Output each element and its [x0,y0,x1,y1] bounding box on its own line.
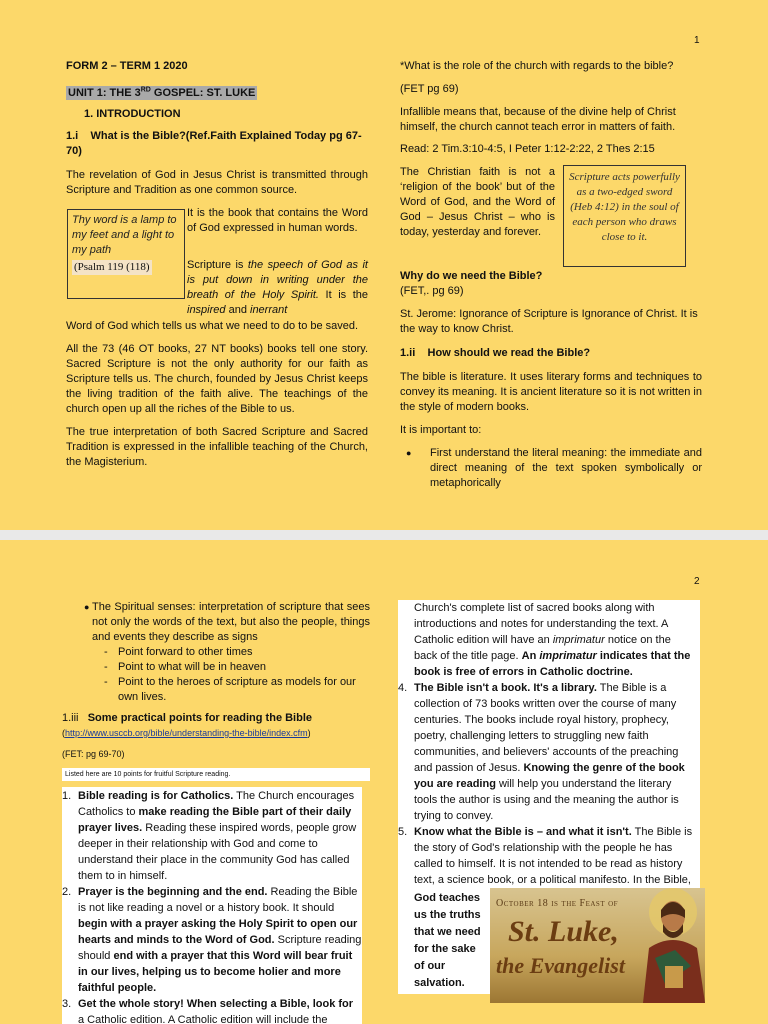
page2-left-column [62,600,370,1024]
infallible-definition: Infallible means that, because of the divine help of Christ himself, the church cannot teach error in matters of faith. [400,106,676,133]
numbered-points-left [62,787,362,1024]
christian-faith-paragraph: The Christian faith is not a ‘religion of the book’ but of the Word of God, and the Word of God – Jesus Christ – who is today, yesterday and forever. [400,166,555,238]
revelation-paragraph: The revelation of God in Jesus Christ is transmitted through Scripture and Tradition as one common source. [66,168,368,196]
evangelist-subtitle: the Evangelist [496,953,625,978]
bible-is-literature: The bible is literature. It uses literary forms and techniques to convey its meaning. It is ancient literature so it is not written in the style of modern books. [400,371,702,413]
st-luke-feast-image [490,888,705,1003]
document-page-2 [0,540,768,1024]
page-number: 1 [694,35,700,46]
god-teaches-truths: God teaches us the truths that we need for the sake of our salvation. [398,888,490,994]
feast-banner-text: October 18 is the Feast of [496,898,619,909]
scripture-definition-start: Scripture is the speech of God as it is put down in writing under the breath of the Holy Spirit. It is the inspired and inerrant [187,258,368,316]
fet-ref-69: (FET pg 69) [400,83,459,95]
psalm-quote-box [67,209,185,299]
reading-references: Read: 2 Tim.3:10-4:5, I Peter 1:12-2:22, 2 Thes 2:15 [400,143,655,155]
book-definition: It is the book that contains the Word of God expressed in human words. [187,206,368,234]
two-edged-sword-quote: Scripture acts powerfully as a two-edged sword (Heb 4:12) in the soul of each person who draws close to it. [563,165,686,267]
spiritual-senses-bullet: ● The Spiritual senses: interpretation of scripture that sees not only the words of the text, but also the people, things and events they describe as signs [84,601,370,643]
section-1i-heading: 1.i What is the Bible?(Ref.Faith Explained Today pg 67-70) [66,129,362,157]
intro-heading: 1. INTRODUCTION [84,107,181,120]
spiritual-senses-list [62,645,370,705]
scripture-definition-end: Word of God which tells us what we need to do to be saved. [66,319,359,332]
page2-right-column [398,600,700,1000]
st-jerome-quote: St. Jerome: Ignorance of Scripture is Ignorance of Christ. It is the way to know Christ. [400,308,698,335]
fet-ref-69-70: (FET: pg 69-70) [62,749,125,759]
st-luke-name: St. Luke, [508,915,619,948]
page1-left-column [66,59,368,477]
page1-right-column [400,59,702,491]
literal-meaning-bullet: ● First understand the literal meaning: the immediate and direct meaning of the text spoken symbolically or metaphorically [406,447,702,489]
form-term-header: FORM 2 – TERM 1 2020 [66,60,188,72]
dash-item: - Point to what will be in heaven [118,660,370,675]
point-1: 1. Bible reading is for Catholics. The Church encourages Catholics to make reading the Bible part of their daily prayer lives. Reading these inspired words, people grow deeper in their relationship with God and come to understand their place in the community God has called them to in himself. [62,790,357,882]
section-1ii-heading: 1.ii How should we read the Bible? [400,347,591,359]
point-3-continued: Church's complete list of sacred books along with introductions and notes for understanding the text. A Catholic edition will have an imprimatur notice on the back of the title page. An imprimatur indicates that the book is free of errors in Catholic doctrine. [398,600,700,680]
ten-points-intro: Listed here are 10 points for fruitful Scripture reading. [62,768,370,781]
point-5: 5. Know what the Bible is – and what it isn't. The Bible is the story of God's relationship with the people he has called to himself. It is not intended to be read as history text, a science book, or a political manifesto. In the Bible, [398,824,700,888]
usccb-link[interactable]: http://www.usccb.org/bible/understanding-the-bible/index.cfm [65,728,308,738]
unit-title: UNIT 1: THE 3RD GOSPEL: ST. LUKE [68,86,256,99]
point-3: 3. Get the whole story! When selecting a Bible, look for a Catholic edition. A Catholic edition will include the [62,998,354,1024]
church-role-question: *What is the role of the church with regards to the bible? [400,60,674,72]
bullet-icon: ● [406,448,412,458]
point-2: 2. Prayer is the beginning and the end. Reading the Bible is not like reading a novel or a history book. It should begin with a prayer asking the Holy Spirit to open our hearts and minds to the Word of God. Scripture reading should end with a prayer that this Word will bear fruit in our lives, helping us to become holier and more faithful people. [62,886,362,994]
magisterium-paragraph: The true interpretation of both Sacred Scripture and Sacred Tradition is expressed in the infallible teaching of the Church, the Magisterium. [66,425,368,468]
psalm-quote-text: Thy word is a lamp to my feet and a light to my path [72,213,177,256]
seventy-three-books-paragraph: All the 73 (46 OT books, 27 NT books) books tell one story. Sacred Scripture is not the only authority for our faith as Scripture tells us. The church, founded by Jesus Christ keeps the living tradition of the faith alive. The teachings of the church open up all the riches of the Bible to us. [66,342,368,415]
why-need-bible: Why do we need the Bible? (FET,. pg 69) [400,270,543,297]
dash-item: - Point to the heroes of scripture as models for our own lives. [118,675,370,705]
st-luke-portrait-icon [635,888,705,1003]
important-to: It is important to: [400,424,482,436]
bullet-icon: ● [84,602,90,612]
section-1iii-heading: 1.iii Some practical points for reading the Bible [62,712,313,724]
dash-item: - Point forward to other times [118,645,370,660]
point-4: 4. The Bible isn't a book. It's a library. The Bible is a collection of 73 books written over the course of many centuries. The books include royal history, prophecy, poetry, challenging letters to struggling new faith communities, and believers' accounts of the preaching and passion of Jesus. Knowing the genre of the book you are reading will help you understand the literary tools the author is using and the meaning the author is trying to convey. [398,680,700,824]
usccb-link-line: (http://www.usccb.org/bible/understanding-the-bible/index.cfm) [62,728,311,738]
psalm-quote-ref: (Psalm 119 (118) [74,260,150,273]
page-number: 2 [694,576,700,587]
